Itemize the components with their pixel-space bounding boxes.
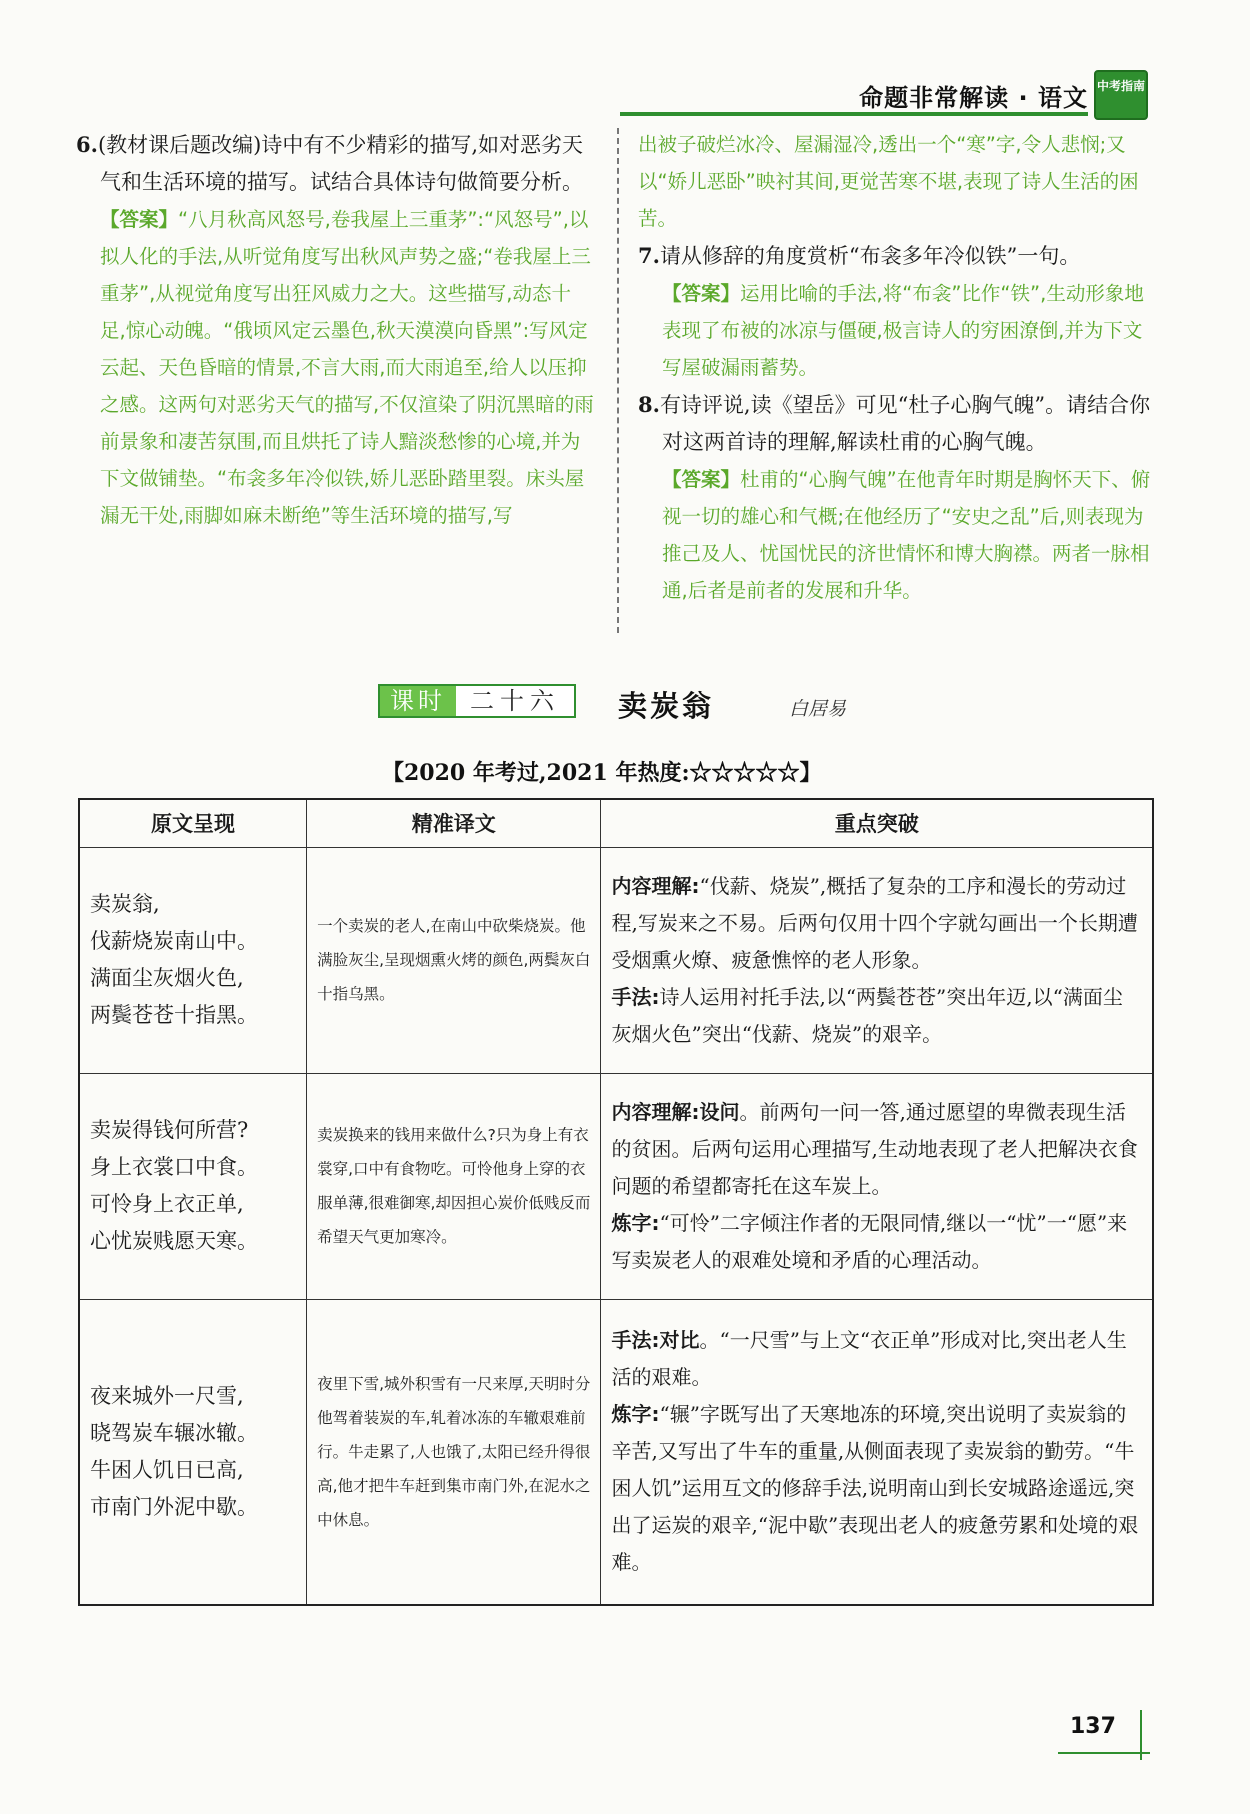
poem-line: 身上衣裳口中食。	[90, 1155, 258, 1179]
right-column	[638, 126, 1158, 609]
key-points	[601, 1299, 1153, 1605]
original-text	[79, 847, 307, 1073]
key-label: 炼字:	[611, 1402, 660, 1427]
table-row	[79, 1299, 1153, 1605]
question-8	[638, 386, 1158, 461]
key-text: “辗”字既写出了天寒地冻的环境,突出说明了卖炭翁的辛苦,又写出了牛车的重量,从侧面表现了卖炭翁的勤劳。“牛困人饥”运用互文的修辞手法,说明南山到长安城路途遥远,突出了运炭的艰辛,“泥中歇”表现出老人的疲惫劳累和处境的艰难。	[611, 1402, 1139, 1575]
answer-7	[638, 275, 1158, 386]
original-text	[79, 1299, 307, 1605]
key-point	[611, 1396, 1142, 1581]
answer-text: “八月秋高风怒号,卷我屋上三重茅”:“风怒号”,以拟人化的手法,从听觉角度写出秋风声势之盛;“卷我屋上三重茅”,从视觉角度写出狂风威力之大。这些描写,动态十足,惊心动魄。“俄顷风定云墨色,秋天漠漠向昏黑”:写风定云起、天色昏暗的情景,不言大雨,而大雨追至,给人以压抑之感。这两句对恶劣天气的描写,不仅渲染了阴沉黑暗的雨前景象和凄苦氛围,而且烘托了诗人黯淡愁惨的心境,并为下文做铺垫。“布衾多年冷似铁,娇儿恶卧踏里裂。床头屋漏无干处,雨脚如麻未断绝”等生活环境的描写,写	[100, 208, 594, 527]
answer-tag: 【答案】	[100, 208, 179, 231]
poem-line: 心忧炭贱愿天寒。	[90, 1229, 258, 1253]
column-divider	[617, 128, 619, 633]
header-original: 原文呈现	[79, 799, 307, 847]
answer-tag: 【答案】	[662, 282, 741, 305]
key-point	[611, 1094, 1142, 1205]
key-text: “伐薪、烧炭”,概括了复杂的工序和漫长的劳动过程,写炭来之不易。后两句仅用十四个字就勾画出一个长期遭受烟熏火燎、疲惫憔悴的老人形象。	[611, 873, 1138, 972]
lesson-label: 课时	[380, 686, 456, 716]
answer-tag: 【答案】	[662, 468, 741, 491]
question-number: 6.	[76, 132, 98, 157]
page-number-tick	[1140, 1710, 1142, 1760]
question-text: 请从修辞的角度赏析“布衾多年冷似铁”一句。	[659, 244, 1081, 268]
lesson-author: 白居易	[789, 698, 847, 720]
page-header	[620, 70, 1150, 120]
poem-line: 卖炭翁,	[90, 892, 160, 916]
left-column	[76, 126, 596, 534]
translation-text: 夜里下雪,城外积雪有一尺来厚,天明时分他驾着装炭的车,轧着冰冻的车辙艰难前行。牛走累了,人也饿了,太阳已经升得很高,他才把牛车赶到集市南门外,在泥水之中休息。	[307, 1299, 601, 1605]
question-6	[76, 126, 596, 201]
question-7	[638, 237, 1158, 275]
question-text: (教材课后题改编)诗中有不少精彩的描写,如对恶劣天气和生活环境的描写。试结合具体诗句做简要分析。	[97, 133, 583, 194]
original-text	[79, 1073, 307, 1299]
header-key-points: 重点突破	[601, 799, 1153, 847]
answer-6-continued: 出被子破烂冰冷、屋漏湿冷,透出一个“寒”字,令人悲悯;又以“娇儿恶卧”映衬其间,更觉苦寒不堪,表现了诗人生活的困苦。	[638, 133, 1139, 230]
key-label: 手法:	[611, 984, 660, 1009]
poem-line: 可怜身上衣正单,	[90, 1192, 244, 1216]
key-point	[611, 1205, 1142, 1279]
page-number: 137	[1070, 1714, 1116, 1739]
lesson-number: 二十六	[456, 686, 574, 716]
lesson-banner	[378, 680, 576, 722]
question-text: 有诗评说,读《望岳》可见“杜子心胸气魄”。请结合你对这两首诗的理解,解读杜甫的心胸气魄。	[659, 393, 1151, 454]
table-row	[79, 1073, 1153, 1299]
answer-text: 杜甫的“心胸气魄”在他青年时期是胸怀天下、俯视一切的雄心和气概;在他经历了“安史之乱”后,则表现为推己及人、忧国忧民的济世情怀和博大胸襟。两者一脉相通,后者是前者的发展和升华。	[662, 468, 1151, 602]
question-number: 7.	[638, 243, 660, 268]
poem-line: 夜来城外一尺雪,	[90, 1383, 244, 1408]
lesson-title: 卖炭翁	[618, 689, 715, 723]
exam-heat: 【2020 年考过,2021 年热度:☆☆☆☆☆】	[382, 760, 822, 786]
key-text: “可怜”二字倾注作者的无限同情,继以一“忧”一“愿”来写卖炭老人的艰难处境和矛盾的心理活动。	[611, 1210, 1128, 1272]
answer-8	[638, 461, 1158, 609]
poem-line: 两鬓苍苍十指黑。	[90, 1003, 258, 1027]
header-title: 命题非常解读 · 语文	[859, 84, 1088, 112]
poem-table	[78, 798, 1154, 1606]
key-label: 内容理解:	[611, 873, 700, 898]
key-text: 诗人运用衬托手法,以“两鬓苍苍”突出年迈,以“满面尘灰烟火色”突出“伐薪、烧炭”的艰辛。	[611, 984, 1123, 1046]
header-translation: 精准译文	[307, 799, 601, 847]
translation-text: 卖炭换来的钱用来做什么?只为身上有衣裳穿,口中有食物吃。可怜他身上穿的衣服单薄,很难御寒,却因担心炭价低贱反而希望天气更加寒冷。	[307, 1073, 601, 1299]
table-header-row	[79, 799, 1153, 847]
table-row	[79, 847, 1153, 1073]
key-label: 内容理解:设问	[611, 1099, 740, 1124]
lesson-badge	[378, 684, 576, 718]
key-point	[611, 868, 1142, 979]
key-point	[611, 1322, 1142, 1396]
page-number-rule	[1058, 1752, 1150, 1754]
header-logo: 中考指南	[1094, 70, 1148, 120]
key-text: 。“一尺雪”与上文“衣正单”形成对比,突出老人生活的艰难。	[611, 1328, 1127, 1390]
poem-line: 伐薪烧炭南山中。	[90, 929, 258, 953]
answer-6	[76, 201, 596, 534]
answer-text: 运用比喻的手法,将“布衾”比作“铁”,生动形象地表现了布被的冰凉与僵硬,极言诗人的穷困潦倒,并为下文写屋破漏雨蓄势。	[662, 282, 1144, 379]
poem-line: 晓驾炭车辗冰辙。	[90, 1420, 258, 1445]
question-number: 8.	[638, 392, 660, 417]
key-points	[601, 847, 1153, 1073]
key-points	[601, 1073, 1153, 1299]
key-text: 。前两句一问一答,通过愿望的卑微表现生活的贫困。后两句运用心理描写,生动地表现了老人把解决衣食问题的希望都寄托在这车炭上。	[611, 1099, 1138, 1198]
key-label: 炼字:	[611, 1210, 660, 1235]
poem-line: 牛困人饥日已高,	[90, 1457, 244, 1482]
translation-text: 一个卖炭的老人,在南山中砍柴烧炭。他满脸灰尘,呈现烟熏火烤的颜色,两鬓灰白十指乌黑。	[307, 847, 601, 1073]
key-point	[611, 979, 1142, 1053]
poem-line: 卖炭得钱何所营?	[90, 1118, 249, 1142]
poem-line: 市南门外泥中歇。	[90, 1494, 258, 1519]
poem-line: 满面尘灰烟火色,	[90, 966, 244, 990]
key-label: 手法:对比	[611, 1328, 700, 1353]
